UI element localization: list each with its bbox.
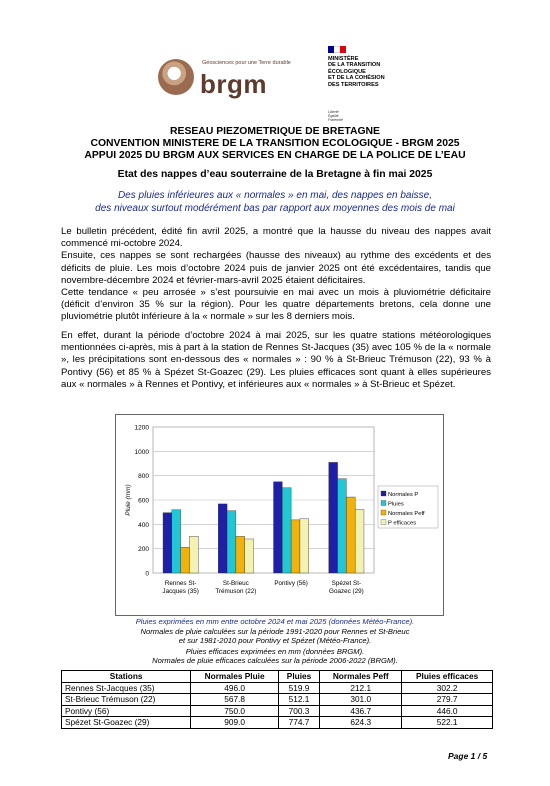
value-cell: 496.0 xyxy=(191,682,279,694)
bar xyxy=(274,482,283,573)
bar xyxy=(227,511,236,573)
value-cell: 279.7 xyxy=(402,694,493,706)
value-cell: 750.0 xyxy=(191,705,279,717)
value-cell: 774.7 xyxy=(278,717,319,729)
x-tick-label: Trémuson (22) xyxy=(215,588,257,595)
table-row xyxy=(62,717,493,729)
y-tick-label: 1200 xyxy=(134,424,149,432)
header-line-2: CONVENTION MINISTERE DE LA TRANSITION ECOLOGIQUE - BRGM 2025 xyxy=(90,138,460,149)
paragraph-2: Ensuite, ces nappes se sont rechargées (hausse des niveaux) au rythme des excédents et des déficits de pluie. Les mois d’octobre 2024 puis de janvier 2025 ont été excédentaires, tandis que novembre-décembre 2024 et février-mars-avril 2025 étaient déficitaires. xyxy=(61,250,491,286)
y-tick-label: 600 xyxy=(138,497,149,505)
bar xyxy=(236,536,245,573)
value-cell: 624.3 xyxy=(320,717,402,729)
col-header: Stations xyxy=(62,671,191,683)
caption-2: Normales de pluie calculées sur la période 1991-2020 pour Rennes et St-Brieuc xyxy=(140,627,410,636)
french-flag-icon xyxy=(328,46,346,53)
bar xyxy=(245,539,254,573)
legend-swatch xyxy=(381,501,386,506)
y-tick-label: 800 xyxy=(138,473,149,481)
table-row xyxy=(62,705,493,717)
col-header: Pluies efficaces xyxy=(402,671,493,683)
rainfall-chart xyxy=(115,414,444,616)
ministry-motto: Liberté Égalité Fraternité xyxy=(328,110,343,122)
caption-4: Pluies efficaces exprimées en mm (données BRGM). xyxy=(185,647,365,656)
y-tick-label: 200 xyxy=(138,546,149,554)
y-tick-label: 400 xyxy=(138,521,149,529)
bar xyxy=(189,536,198,573)
bar xyxy=(329,462,338,573)
rainfall-table xyxy=(61,670,493,729)
header-line-3: APPUI 2025 DU BRGM AUX SERVICES EN CHARGE DE LA POLICE DE L’EAU xyxy=(84,150,466,161)
rainfall-bar-chart xyxy=(116,415,443,615)
brgm-wordmark: brgm xyxy=(200,69,267,99)
x-tick-label: Rennes St- xyxy=(164,580,197,587)
value-cell: 519.9 xyxy=(278,682,319,694)
value-cell: 567.8 xyxy=(191,694,279,706)
legend-swatch xyxy=(381,510,386,515)
station-cell: Spézet St-Goazec (29) xyxy=(62,717,191,729)
paragraph-1: Le bulletin précédent, édité fin avril 2025, a montré que la hausse du niveau des nappes avait commencé mi-octobre 2024. xyxy=(61,226,491,250)
col-header: Pluies xyxy=(278,671,319,683)
ministry-name: MINISTÈRE DE LA TRANSITION ÉCOLOGIQUE ET DE LA COHÉSION DES TERRITOIRES xyxy=(328,56,385,88)
col-header: Normales Peff xyxy=(320,671,402,683)
table-row xyxy=(62,682,493,694)
table-header-row xyxy=(62,671,493,683)
body-text-2 xyxy=(61,330,491,391)
station-cell: St-Brieuc Trémuson (22) xyxy=(62,694,191,706)
body-text xyxy=(61,226,491,324)
y-tick-label: 0 xyxy=(145,570,149,578)
value-cell: 700.3 xyxy=(278,705,319,717)
brgm-logo xyxy=(158,57,308,105)
header-line-1: RESEAU PIEZOMETRIQUE DE BRETAGNE xyxy=(170,126,380,137)
value-cell: 522.1 xyxy=(402,717,493,729)
bar xyxy=(338,479,347,573)
legend-entry: Normales Peff xyxy=(388,510,425,517)
bar xyxy=(163,513,172,573)
legend-swatch xyxy=(381,491,386,496)
brgm-tagline: Géosciences pour une Terre durable xyxy=(202,60,291,66)
legend-entry: Pluies xyxy=(388,501,404,508)
y-tick-label: 1000 xyxy=(134,448,149,456)
caption-1: Pluies exprimées en mm entre octobre 2024 et mai 2025 (données Météo-France). xyxy=(135,617,415,626)
value-cell: 212.1 xyxy=(320,682,402,694)
station-cell: Pontivy (56) xyxy=(62,705,191,717)
lead-summary xyxy=(0,190,550,215)
legend-entry: Normales P xyxy=(388,491,419,498)
x-tick-label: Jacques (35) xyxy=(162,588,199,595)
x-tick-label: Goazec (29) xyxy=(329,588,364,595)
bar xyxy=(355,509,364,573)
legend-entry: P efficaces xyxy=(388,520,417,527)
station-cell: Rennes St-Jacques (35) xyxy=(62,682,191,694)
value-cell: 446.0 xyxy=(402,705,493,717)
bar xyxy=(282,488,291,573)
bar xyxy=(346,497,355,573)
table-row xyxy=(62,694,493,706)
legend-swatch xyxy=(381,520,386,525)
paragraph-3: Cette tendance « peu arrosée » s’est poursuivie en mai avec un mois à pluviométrie déficitaire (déficit d’environ 35 % sur la région). Pour les quatre départements bretons, cela donne une pluviométrie plutôt inférieure à la « normale » sur les 8 derniers mois. xyxy=(61,287,491,323)
x-tick-label: Spézet St- xyxy=(331,580,362,587)
value-cell: 909.0 xyxy=(191,717,279,729)
bar xyxy=(181,547,190,573)
lead-line-2: des niveaux surtout modérément bas par rapport aux moyennes des mois de mai xyxy=(95,202,455,214)
y-axis-label: Pluie (mm) xyxy=(125,484,132,516)
paragraph-4: En effet, durant la période d’octobre 2024 à mai 2025, sur les quatre stations météorologiques mentionnées ci-après, mis à part à la station de Rennes St-Jacques (35) avec 105 % de la « normale », les précipitations sont en-dessous des « normales » : 90 % à St-Brieuc Trémuson (22), 93 % à Pontivy (56) et 85 % à Spézet St-Goazec (29). Les pluies efficaces sont quant à elles supérieures aux « normales » à Rennes et Pontivy, et inférieures aux « normales » à St-Brieuc et Spézet. xyxy=(61,330,491,390)
page-number: Page 1 / 5 xyxy=(448,751,488,761)
caption-5: Normales de pluie efficaces calculées sur la période 2006-2022 (BRGM). xyxy=(152,656,398,665)
value-cell: 302.2 xyxy=(402,682,493,694)
value-cell: 512.1 xyxy=(278,694,319,706)
brgm-logo-mark xyxy=(158,59,194,95)
col-header: Normales Pluie xyxy=(191,671,279,683)
bar xyxy=(172,510,181,573)
value-cell: 436.7 xyxy=(320,705,402,717)
document-subtitle: Etat des nappes d’eau souterraine de la Bretagne à fin mai 2025 xyxy=(117,169,433,180)
lead-line-1: Des pluies inférieures aux « normales » en mai, des nappes en baisse, xyxy=(117,190,433,201)
bar xyxy=(218,504,227,573)
x-tick-label: St-Brieuc xyxy=(222,580,249,587)
bar xyxy=(291,520,300,573)
value-cell: 301.0 xyxy=(320,694,402,706)
bar xyxy=(300,519,309,573)
ministry-logo xyxy=(328,46,438,122)
x-tick-label: Pontivy (56) xyxy=(274,580,308,587)
caption-3: et sur 1981-2010 pour Pontivy et Spézet (Météo-France). xyxy=(178,636,372,645)
